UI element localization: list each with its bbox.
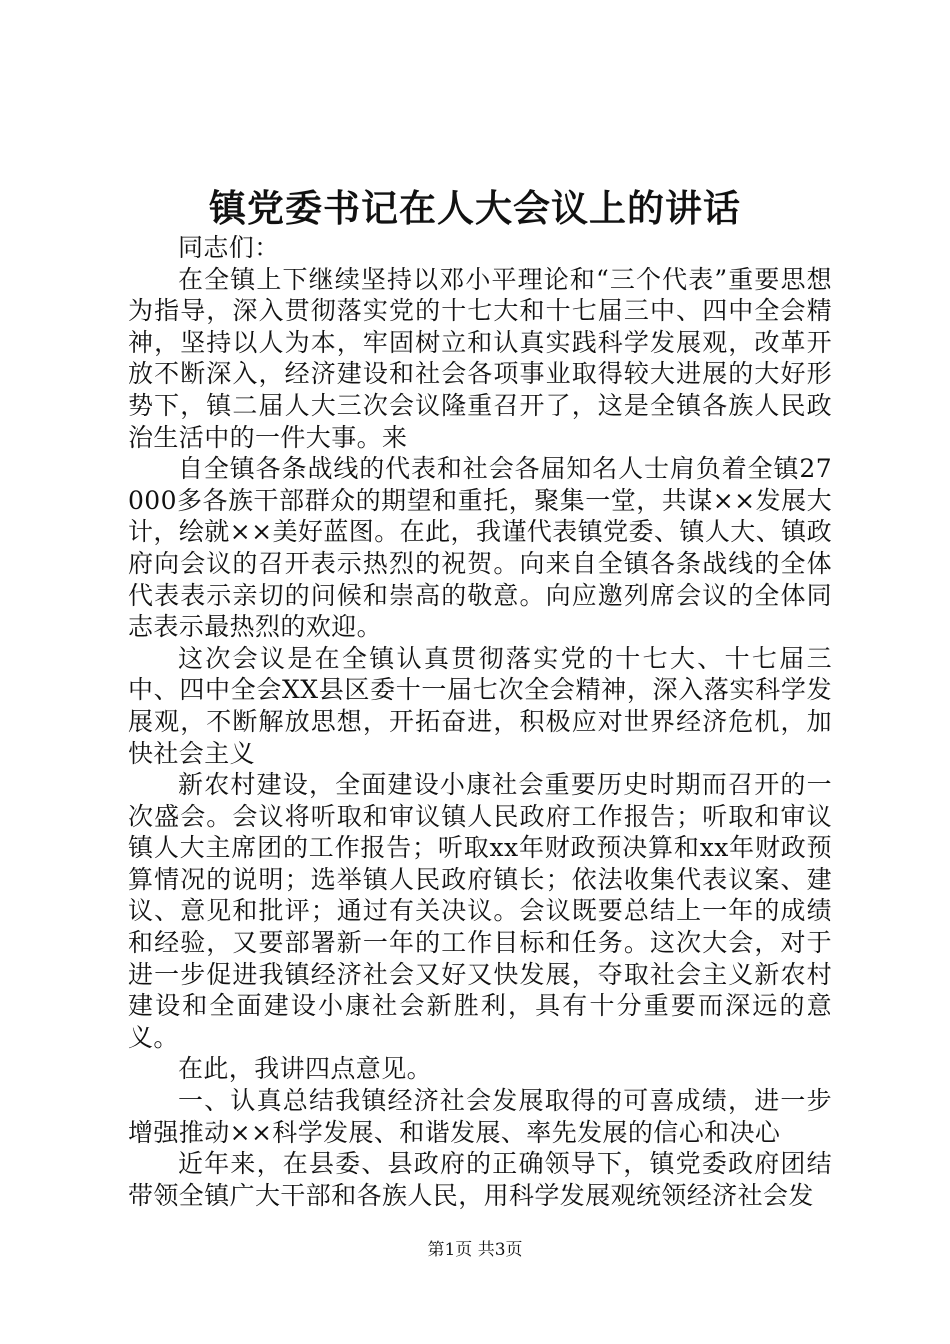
paragraph-salutation: 同志们： — [178, 233, 280, 262]
section-heading: 一、认真总结我镇经济社会发展取得的可喜成绩，进一步增强推动××科学发展、和谐发展、率先发展的信心和决心 — [128, 1086, 832, 1147]
paragraph: 近年来，在县委、县政府的正确领导下，镇党委政府团结带领全镇广大干部和各族人民，用科学发展观统领经济社会发 — [128, 1149, 832, 1210]
paragraph: 在全镇上下继续坚持以邓小平理论和“三个代表”重要思想为指导，深入贯彻落实党的十七大和十七届三中、四中全会精神，坚持以人为本，牢固树立和认真实践科学发展观，改革开放不断深入，经济建设和社会各项事业取得较大进展的大好形势下，镇二届人大三次会议隆重召开了，这是全镇各族人民政治生活中的一件大事。来 — [128, 264, 832, 452]
paragraph: 自全镇各条战线的代表和社会各届知名人士肩负着全镇27000多各族干部群众的期望和重托，聚集一堂，共谋××发展大计，绘就××美好蓝图。在此，我谨代表镇党委、镇人大、镇政府向会议的召开表示热烈的祝贺。向来自全镇各条战线的全体代表表示亲切的问候和崇高的敬意。向应邀列席会议的全体同志表示最热烈的欢迎。 — [128, 454, 832, 642]
page-number-footer: 第1页 共3页 — [427, 1240, 523, 1260]
paragraph: 这次会议是在全镇认真贯彻落实党的十七大、十七届三中、四中全会XX县区委十一届七次全会精神，深入落实科学发展观，不断解放思想，开拓奋进，积极应对世界经济危机，加快社会主义 — [128, 643, 832, 768]
paragraph: 在此，我讲四点意见。 — [178, 1054, 433, 1084]
document-body — [128, 232, 832, 1211]
document-title: 镇党委书记在人大会议上的讲话 — [209, 186, 741, 230]
paragraph: 新农村建设，全面建设小康社会重要历史时期而召开的一次盛会。会议将听取和审议镇人民政府工作报告；听取和审议镇人大主席团的工作报告；听取xx年财政预决算和xx年财政预算情况的说明；选举镇人民政府镇长；依法收集代表议案、建议、意见和批评；通过有关决议。会议既要总结上一年的成绩和经验，又要部署新一年的工作目标和任务。这次大会，对于进一步促进我镇经济社会又好又快发展，夺取社会主义新农村建设和全面建设小康社会新胜利，具有十分重要而深远的意义。 — [128, 770, 832, 1052]
